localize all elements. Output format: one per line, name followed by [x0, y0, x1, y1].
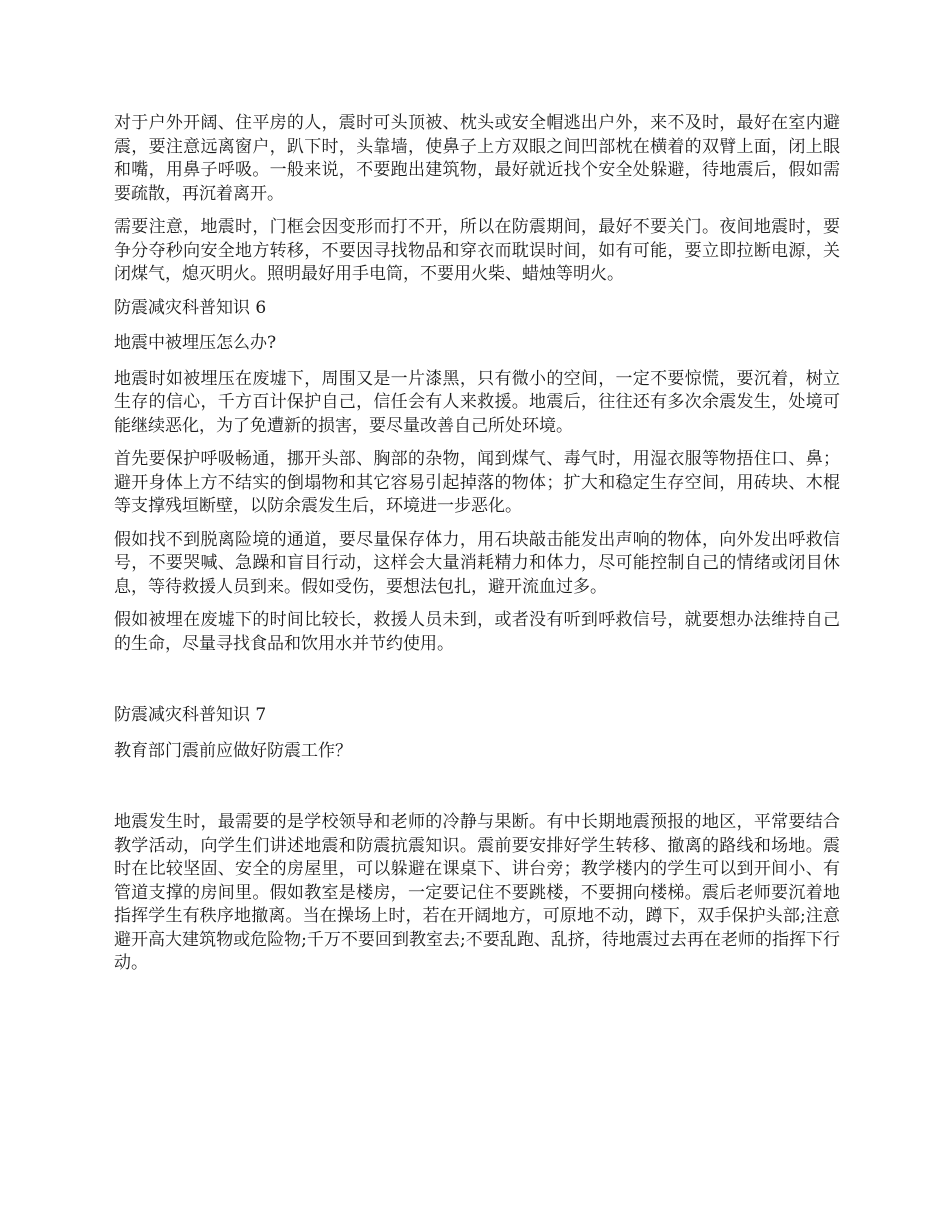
paragraph-school-response: 地震发生时，最需要的是学校领导和老师的冷静与果断。有中长期地震预报的地区，平常要结合教学活动，向学生们讲述地震和防震抗震知识。震前要安排好学生转移、撤离的路线和场地。震时在比较坚固、安全的房屋里，可以躲避在课桌下、讲台旁；教学楼内的学生可以到开间小、有管道支撑的房间里。假如教室是楼房，一定要记住不要跳楼，不要拥向楼梯。震后老师要沉着地指挥学生有秩序地撤离。当在操场上时，若在开阔地方，可原地不动，蹲下，双手保护头部;注意避开高大建筑物或危险物;千万不要回到教室去;不要乱跑、乱挤，待地震过去再在老师的指挥下行动。: [114, 812, 840, 973]
paragraph-protect-breathing: 首先要保护呼吸畅通，挪开头部、胸部的杂物，闻到煤气、毒气时，用湿衣服等物捂住口、鼻；避开身体上方不结实的倒塌物和其它容易引起掉落的物体；扩大和稳定生存空间，用砖块、木棍等支撑残垣断壁，以防余震发生后，环境进一步恶化。: [114, 449, 840, 516]
paragraph-outdoor-evacuation: 对于户外开阔、住平房的人，震时可头顶被、枕头或安全帽逃出户外，来不及时，最好在室内避震，要注意远离窗户，趴下时，头靠墙，使鼻子上方双眼之间凹部枕在横着的双臂上面，闭上眼和嘴，用鼻子呼吸。一般来说，不要跑出建筑物，最好就近找个安全处躲避，待地震后，假如需要疏散，再沉着离开。: [114, 113, 840, 204]
paragraph-conserve-energy: 假如找不到脱离险境的通道，要尽量保存体力，用石块敲击能发出声响的物体，向外发出呼救信号，不要哭喊、急躁和盲目行动，这样会大量消耗精力和体力，尽可能控制自己的情绪或闭目休息，等待救援人员到来。假如受伤，要想法包扎，避开流血过多。: [114, 529, 840, 597]
paragraph-buried-stay-calm: 地震时如被埋压在废墟下，周围又是一片漆黑，只有微小的空间，一定不要惊慌，要沉着，树立生存的信心，千方百计保护自己，信任会有人来救援。地震后，往往还有多次余震发生，处境可能继续恶化，为了免遭新的损害，要尽量改善自己所处环境。: [114, 368, 840, 436]
question-education-dept: 教育部门震前应做好防震工作？: [114, 740, 352, 761]
paragraph-door-frame-warning: 需要注意，地震时，门框会因变形而打不开，所以在防震期间，最好不要关门。夜间地震时，要争分夺秒向安全地方转移，不要因寻找物品和穿衣而耽误时间，如有可能，要立即拉断电源，关闭煤气，熄灭明火。照明最好用手电筒，不要用火柴、蜡烛等明火。: [114, 217, 840, 284]
section-heading-7: 防震减灾科普知识 7: [114, 705, 267, 725]
section-heading-6: 防震减灾科普知识 6: [114, 297, 267, 318]
paragraph-long-time-buried: 假如被埋在废墟下的时间比较长，救援人员未到，或者没有听到呼救信号，就要想办法维持自己的生命，尽量寻找食品和饮用水并节约使用。: [114, 610, 840, 654]
question-buried: 地震中被埋压怎么办?: [114, 333, 277, 353]
document-body: [114, 112, 840, 976]
